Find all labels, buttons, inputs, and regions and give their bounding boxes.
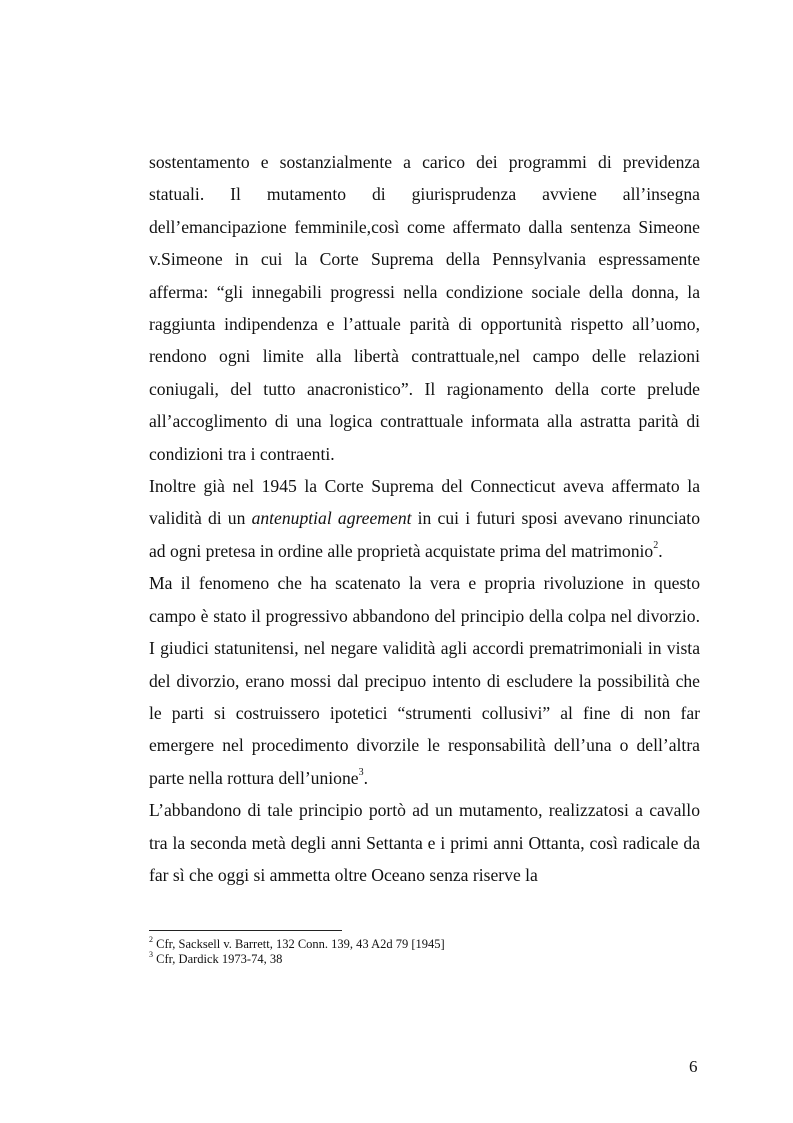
footnote-ref-2[interactable]: 2 [653,540,659,552]
footnote-2-text: Cfr, Sacksell v. Barrett, 132 Conn. 139, 43 A2d 79 [1945] [153,937,445,951]
paragraph-3 [149,567,700,794]
page-number: 6 [689,1057,698,1076]
paragraph-2-text-start: Inoltre già nel 1945 la Corte Suprema del Connecticut aveva affermato la validità di un [149,476,700,529]
footnote-2-number: 2 [149,934,153,944]
paragraph-1: sostentamento e sostanzialmente a carico dei programmi di previdenza statuali. Il mutamento di giurisprudenza avviene all’insegna dell’emancipazione femminile,così come affermato dalla sentenza Simeone v.Simeone in cui la Corte Suprema della Pennsylvania espressamente afferma: “gli innegabili progressi nella condizione sociale della donna, la raggiunta indipendenza e l’attuale parità di opportunità rispetto all’uomo, rendono ogni limite alla libertà contrattuale,nel campo delle relazioni coniugali, del tutto anacronistico”. Il ragionamento della corte prelude all’accoglimento di una logica contrattuale informata alla astratta parità di condizioni tra i contraenti. [149,152,700,464]
paragraph-2-italic-term: antenuptial agreement [251,508,412,529]
footnote-3 [149,949,700,967]
footnote-ref-3[interactable]: 3 [358,766,364,778]
paragraph-3-text: Ma il fenomeno che ha scatenato la vera e propria rivoluzione in questo campo è stato il progressivo abbandono del principio della colpa nel divorzio. I giudici statunitensi, nel negare validità agli accordi prematrimoniali in vista del divorzio, erano mossi dal precipuo intento di escludere la possibilità che le parti si costruissero ipotetici “strumenti collusivi” al fine di non far emergere nel procedimento divorzile le responsabilità dell’una o dell’altra parte nella rottura dell’unione [149,573,700,788]
footnotes [149,930,700,967]
footnote-3-number: 3 [149,949,153,959]
footnote-2 [149,934,700,952]
paragraph-2 [149,470,700,567]
paragraph-3-period: . [363,767,368,788]
paragraph-2-text-end: in cui i futuri sposi avevano rinunciato ad ogni pretesa in ordine alle proprietà acquistate prima del matrimonio [149,508,700,561]
paragraph-4: L’abbandono di tale principio portò ad un mutamento, realizzatosi a cavallo tra la seconda metà degli anni Settanta e i primi anni Ottanta, così radicale da far sì che oggi si ammetta oltre Oceano senza riserve la [149,800,700,885]
document-body [149,146,700,891]
paragraph-2-period: . [658,540,663,561]
footnote-separator [149,930,342,931]
footnote-3-text: Cfr, Dardick 1973-74, 38 [153,952,283,966]
